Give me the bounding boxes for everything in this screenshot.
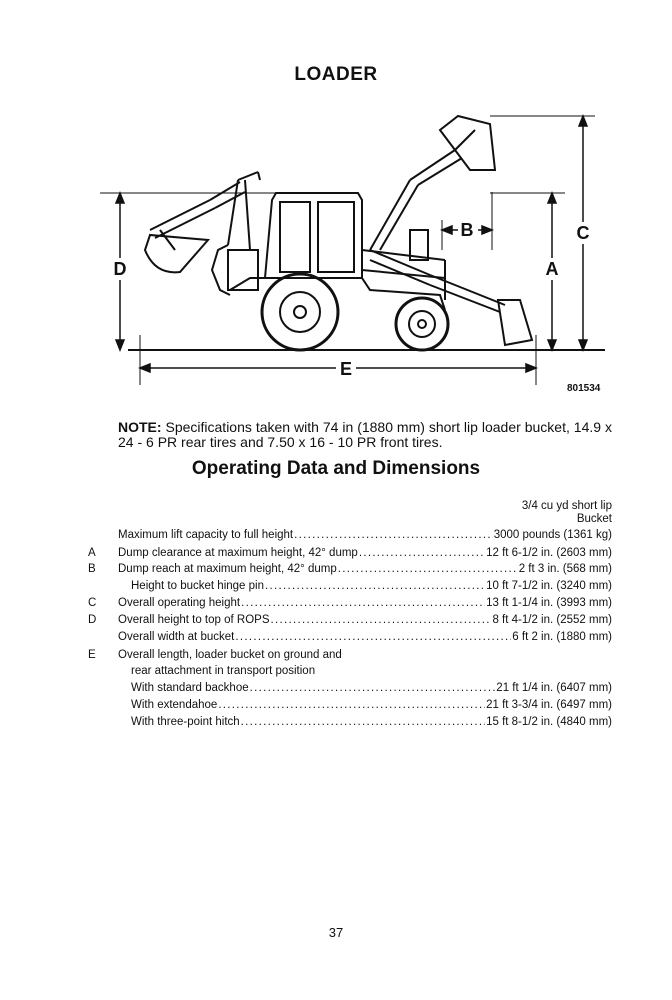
row-label: Maximum lift capacity to full height xyxy=(118,529,294,541)
page-title: LOADER xyxy=(294,64,378,85)
row-value: 13 ft 1-1/4 in. (3993 mm) xyxy=(486,597,612,609)
row-label: With standard backhoe xyxy=(131,682,249,694)
column-header-line2: Bucket xyxy=(576,513,612,525)
dot-leader xyxy=(250,682,496,694)
row-label: Overall length, loader bucket on ground and xyxy=(118,649,342,661)
table-row xyxy=(88,614,612,630)
table-row xyxy=(88,547,612,563)
row-letter: D xyxy=(88,614,97,626)
row-letter: B xyxy=(88,563,96,575)
dot-leader xyxy=(241,716,485,728)
row-value: 3000 pounds (1361 kg) xyxy=(493,529,612,541)
table-row xyxy=(88,529,612,545)
dot-leader xyxy=(294,529,493,541)
row-letter: C xyxy=(88,597,97,609)
row-label: rear attachment in transport position xyxy=(131,665,316,677)
row-label: With three-point hitch xyxy=(131,716,240,728)
table-row xyxy=(88,649,612,665)
dim-label-b: B xyxy=(460,220,474,240)
table-row xyxy=(88,665,612,681)
backhoe-loader-diagram xyxy=(100,100,620,385)
row-label: Dump clearance at maximum height, 42° dump xyxy=(118,547,358,559)
table-row xyxy=(88,716,612,732)
table-row xyxy=(88,563,612,579)
column-header-line1: 3/4 cu yd short lip xyxy=(521,500,612,512)
dim-label-c: C xyxy=(576,223,590,243)
dim-label-e: E xyxy=(339,359,353,379)
table-row xyxy=(88,631,612,647)
row-label: Overall operating height xyxy=(118,597,241,609)
dot-leader xyxy=(271,614,492,626)
row-letter: E xyxy=(88,649,96,661)
row-label: Overall height to top of ROPS xyxy=(118,614,270,626)
table-row xyxy=(88,682,612,698)
dim-label-d: D xyxy=(113,259,127,279)
page-number: 37 xyxy=(328,925,344,940)
note-text: Specifications taken with 74 in (1880 mm) short lip loader bucket, 14.9 x 24 - 6 PR rear tires and 7.50 x 16 - 10 PR front tires. xyxy=(118,419,612,450)
dot-leader xyxy=(235,631,511,643)
row-label: Overall width at bucket xyxy=(118,631,235,643)
row-value: 10 ft 7-1/2 in. (3240 mm) xyxy=(486,580,612,592)
dot-leader xyxy=(265,580,485,592)
figure-id: 801534 xyxy=(567,383,601,394)
row-value: 8 ft 4-1/2 in. (2552 mm) xyxy=(492,614,612,626)
table-row xyxy=(88,699,612,715)
row-value: 6 ft 2 in. (1880 mm) xyxy=(512,631,612,643)
note-prefix: NOTE: xyxy=(118,419,162,435)
dot-leader xyxy=(338,563,518,575)
dot-leader xyxy=(218,699,485,711)
dim-label-a: A xyxy=(545,259,559,279)
row-value: 12 ft 6-1/2 in. (2603 mm) xyxy=(486,547,612,559)
row-value: 15 ft 8-1/2 in. (4840 mm) xyxy=(486,716,612,728)
spec-note xyxy=(118,420,612,450)
row-label: Dump reach at maximum height, 42° dump xyxy=(118,563,337,575)
row-label: With extendahoe xyxy=(131,699,218,711)
section-title: Operating Data and Dimensions xyxy=(191,458,481,479)
dot-leader xyxy=(359,547,485,559)
row-letter: A xyxy=(88,547,96,559)
row-value: 21 ft 3-3/4 in. (6497 mm) xyxy=(486,699,612,711)
table-row xyxy=(88,580,612,596)
table-row xyxy=(88,597,612,613)
row-value: 2 ft 3 in. (568 mm) xyxy=(518,563,612,575)
row-label: Height to bucket hinge pin xyxy=(131,580,264,592)
row-value: 21 ft 1/4 in. (6407 mm) xyxy=(496,682,612,694)
dot-leader xyxy=(241,597,485,609)
